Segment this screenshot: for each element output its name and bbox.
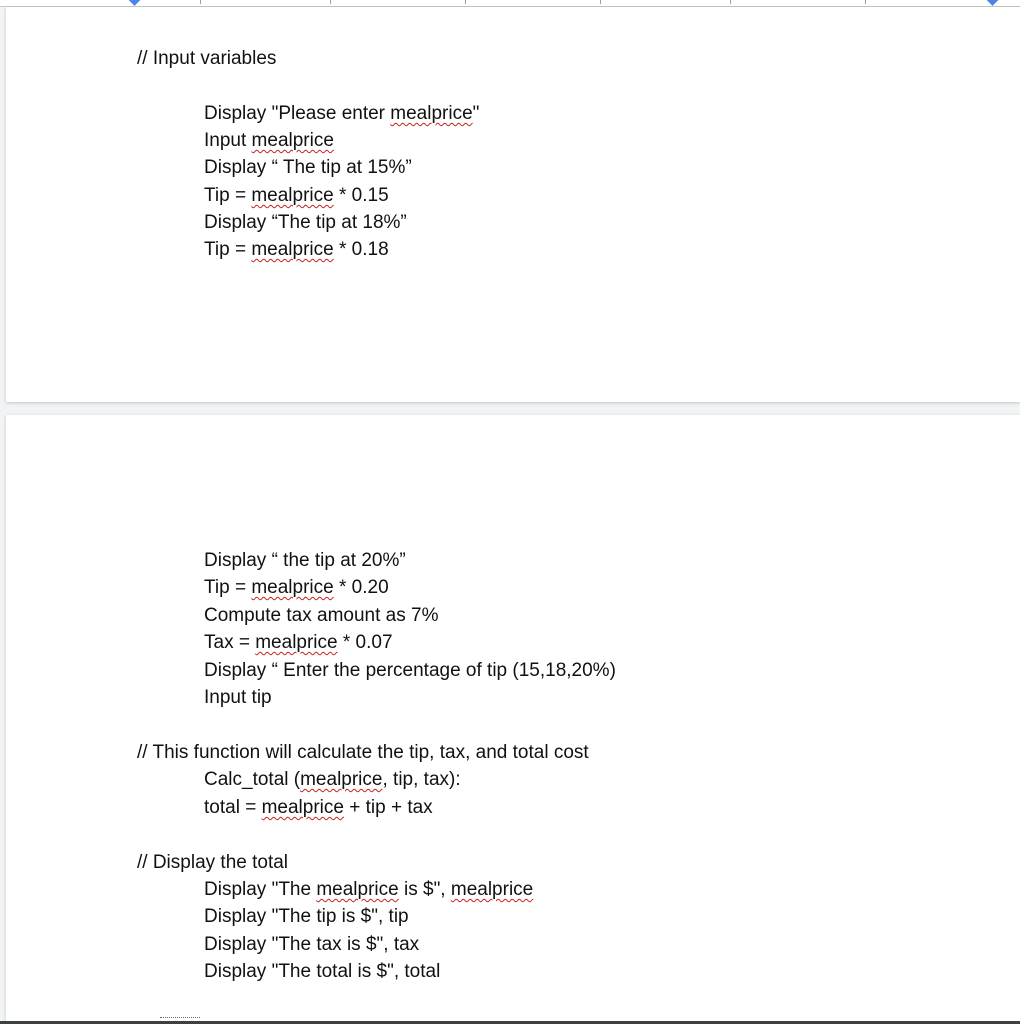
code-line [204, 796, 433, 820]
code-text: Compute tax amount as 7% [204, 605, 439, 626]
spellcheck-word: mealprice [261, 797, 344, 818]
ruler-tick [865, 0, 866, 4]
code-text: total = [204, 797, 262, 818]
code-text: Calc_total ( [204, 769, 301, 790]
code-line [204, 549, 406, 573]
code-text: * 0.18 [333, 239, 389, 260]
code-text: , tip, tax): [382, 769, 461, 790]
spellcheck-word: mealprice [251, 239, 334, 260]
comment-function: // This function will calculate the tip, tax, and total cost [137, 742, 589, 763]
code-text: Tip = [204, 239, 252, 260]
code-text: Display “ the tip at 20%” [204, 550, 406, 571]
code-line [204, 604, 438, 628]
spellcheck-word: mealprice [390, 103, 473, 124]
ruler-tick [330, 0, 331, 4]
left-indent-marker[interactable] [128, 0, 141, 6]
code-text: Display "The [204, 879, 317, 900]
code-text: Input tip [204, 687, 272, 708]
code-text: Input [204, 130, 252, 151]
right-indent-marker[interactable] [986, 0, 999, 6]
ruler-tick [200, 0, 201, 4]
code-text: Display "The total is $", total [204, 961, 441, 982]
code-text: Display "The tax is $", tax [204, 934, 420, 955]
code-line [204, 960, 440, 984]
code-text: Display “ The tip at 15%” [204, 157, 412, 178]
code-line [204, 211, 407, 235]
code-line [204, 686, 272, 710]
ruler-tick [600, 0, 601, 4]
spellcheck-word: mealprice [316, 879, 399, 900]
code-line [204, 768, 461, 792]
comment-display-total: // Display the total [137, 852, 289, 873]
code-text: Display “ Enter the percentage of tip (15,18,20%) [204, 660, 616, 681]
code-line [204, 659, 616, 683]
document-page-2[interactable] [6, 415, 1020, 1021]
code-text: + tip + tax [343, 797, 433, 818]
code-line [204, 238, 389, 262]
code-line [204, 631, 393, 655]
ruler-tick [465, 0, 466, 4]
code-text: Display “The tip at 18%” [204, 212, 407, 233]
spellcheck-word: mealprice [255, 632, 338, 653]
spellcheck-word: mealprice [300, 769, 383, 790]
code-text: is $", [398, 879, 451, 900]
code-line [204, 129, 334, 153]
code-text: * 0.07 [337, 632, 393, 653]
code-line [204, 905, 409, 929]
code-line [204, 576, 389, 600]
document-page-1[interactable] [6, 7, 1020, 402]
code-text: Tip = [204, 185, 252, 206]
spellcheck-word: mealprice [450, 879, 534, 900]
code-line [204, 184, 389, 208]
code-text: * 0.15 [333, 185, 389, 206]
code-line [204, 878, 533, 902]
code-text: Display "Please enter [204, 103, 391, 124]
cut-off-text [160, 1017, 200, 1021]
code-text: Tax = [204, 632, 256, 653]
code-text: * 0.20 [333, 577, 389, 598]
spellcheck-word: mealprice [251, 185, 334, 206]
code-text: Tip = [204, 577, 252, 598]
ruler-tick [730, 0, 731, 4]
code-line [204, 156, 412, 180]
horizontal-ruler[interactable] [0, 0, 1020, 7]
comment-input-variables: // Input variables [137, 48, 277, 69]
code-line [204, 933, 419, 957]
spellcheck-word: mealprice [251, 130, 334, 151]
code-text: Display "The tip is $", tip [204, 906, 409, 927]
code-text: " [472, 103, 480, 124]
code-line [204, 102, 479, 126]
spellcheck-word: mealprice [251, 577, 334, 598]
